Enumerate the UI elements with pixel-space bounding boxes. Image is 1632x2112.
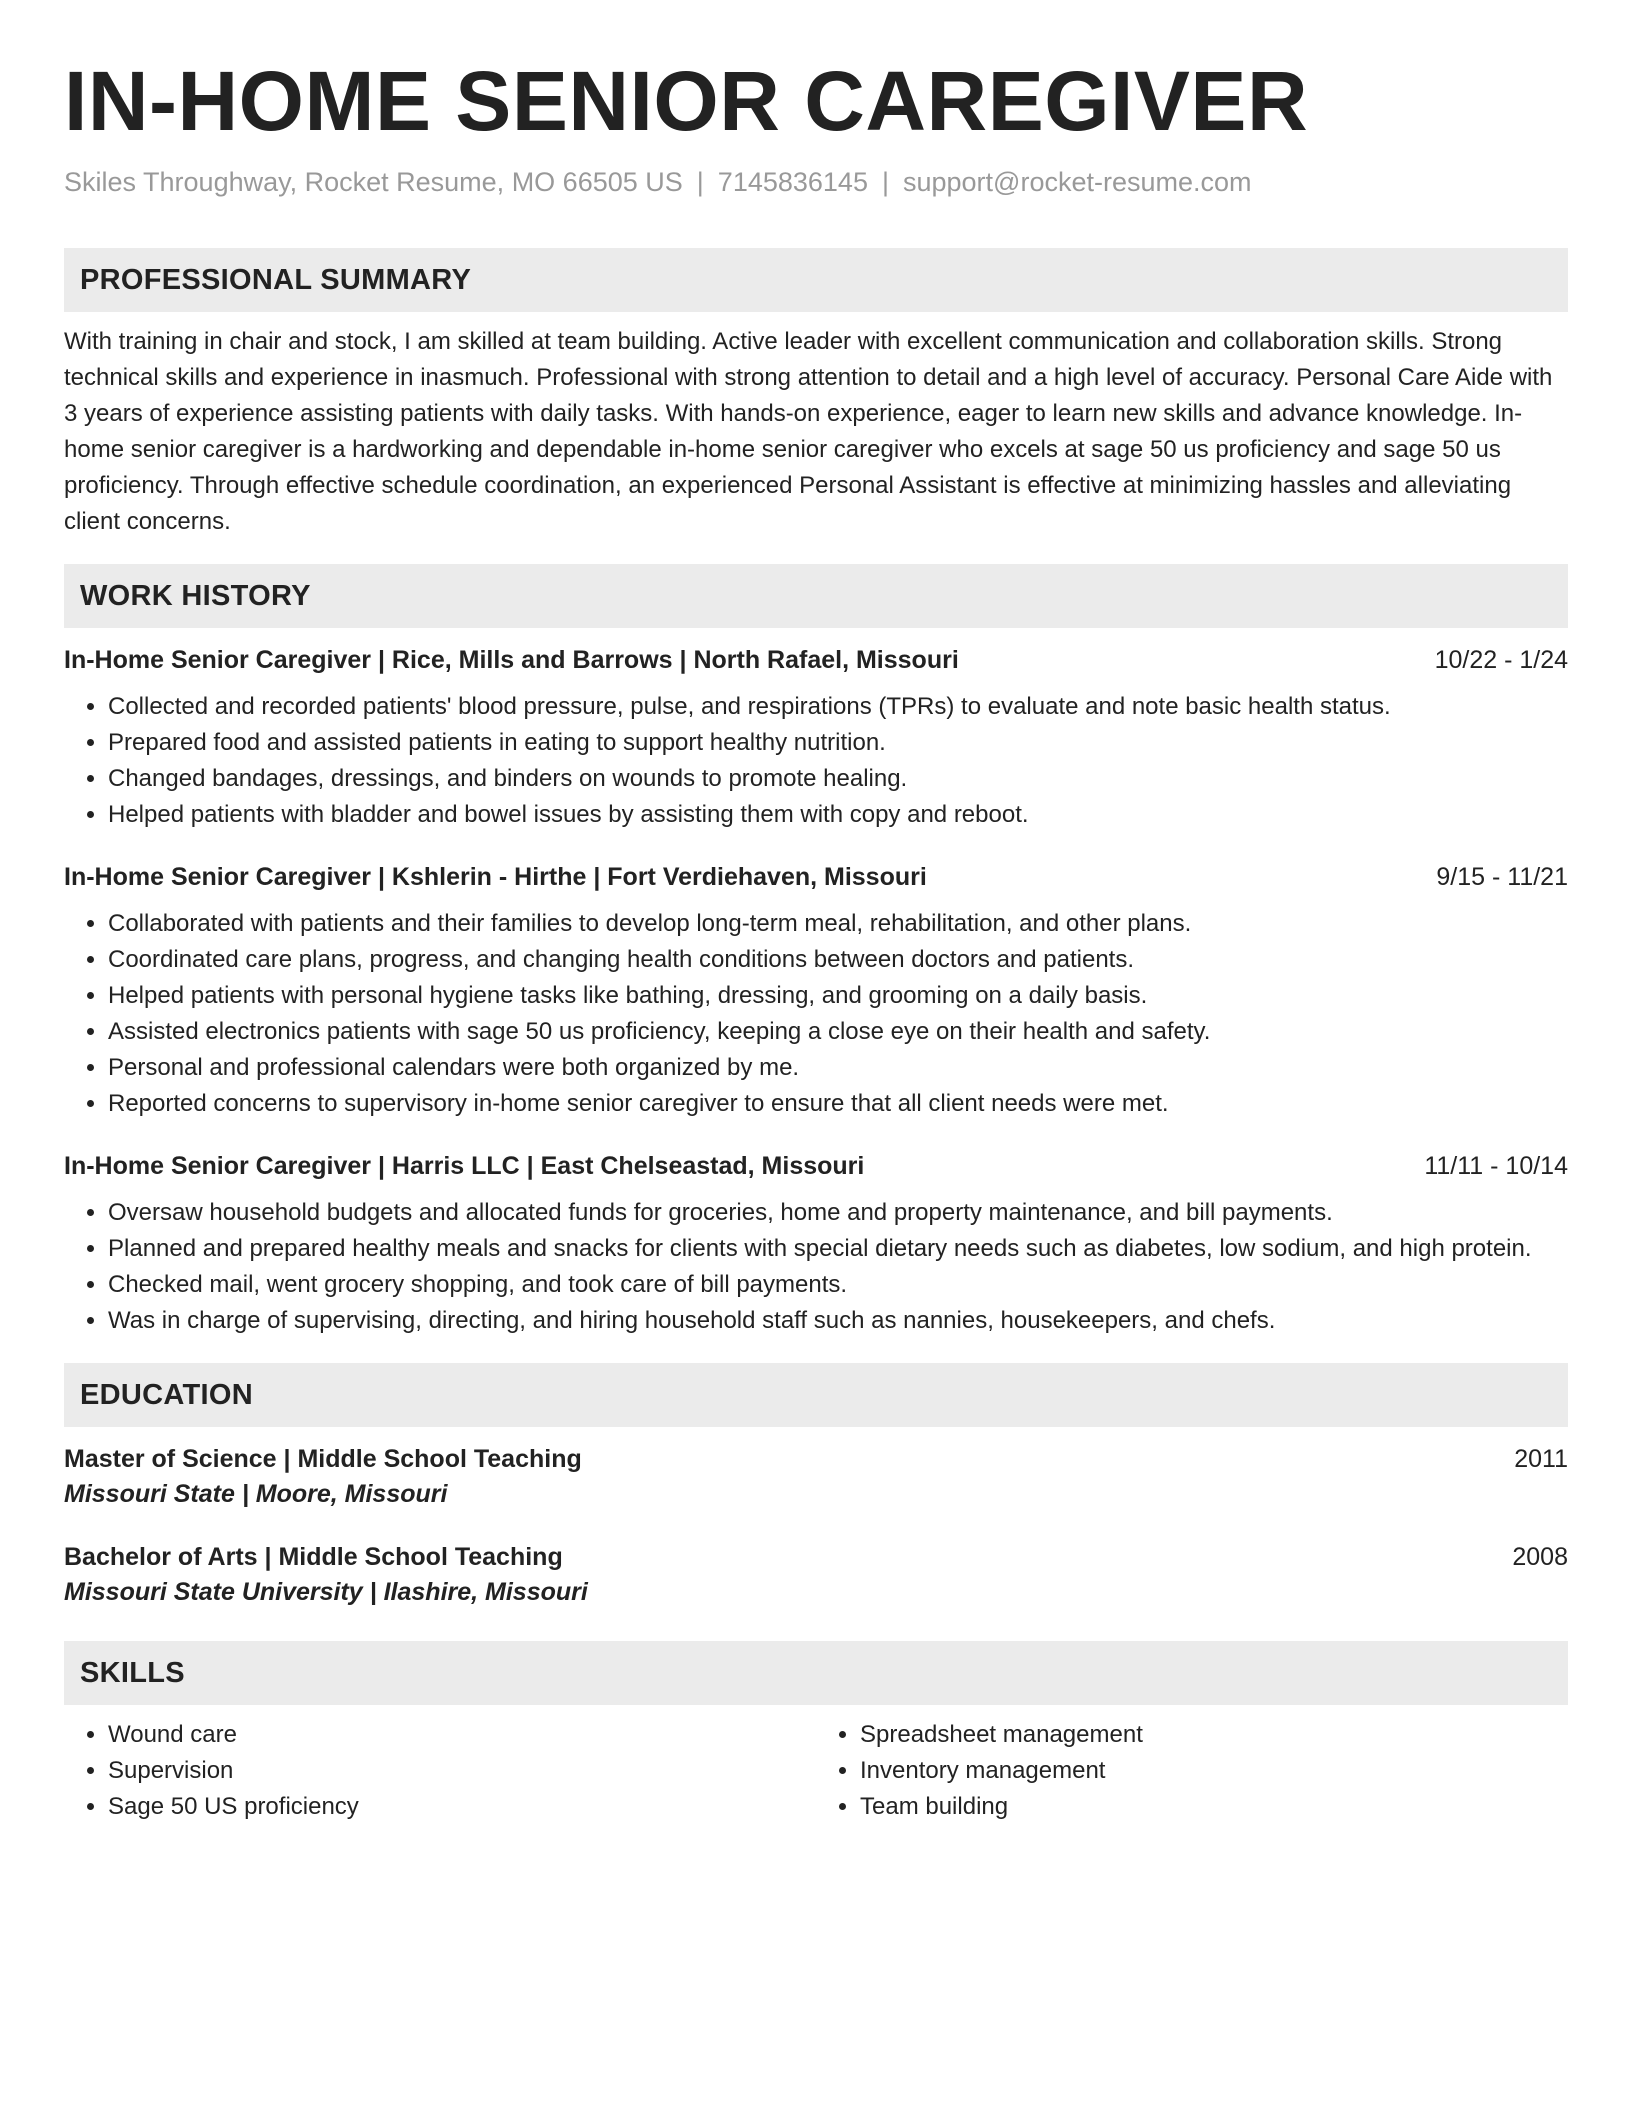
job-dates: 10/22 - 1/24 [1434, 646, 1568, 675]
job-dates: 9/15 - 11/21 [1436, 863, 1568, 892]
summary-text: With training in chair and stock, I am skilled at team building. Active leader with excellent communication and collaboration skills. Strong technical skills and experience in inasmuch. Professional with strong attention to detail and a high level of accuracy. Personal Care Aide with 3 years of experience assisting patients with daily tasks. With hands-on experience, eager to learn new skills and advance knowledge. In-home senior caregiver is a hardworking and dependable in-home senior caregiver who excels at sage 50 us proficiency and sage 50 us proficiency. Through effective schedule coordination, an experienced Personal Assistant is effective at minimizing hassles and alleviating client concerns. [64, 328, 1553, 536]
job-bullet: • Was in charge of supervising, directing, and hiring household staff such as nannies, housekeepers, and chefs. [108, 1303, 1568, 1339]
education-school: Missouri State University | Ilashire, Missouri [64, 1578, 588, 1607]
job-bullet: • Prepared food and assisted patients in eating to support healthy nutrition. [108, 725, 1568, 761]
job-title: In-Home Senior Caregiver | Kshlerin - Hirthe | Fort Verdiehaven, Missouri [64, 863, 927, 892]
job-heading-row [64, 1152, 1568, 1181]
contact-line [64, 165, 1568, 200]
job-bullet: • Collected and recorded patients' blood pressure, pulse, and respirations (TPRs) to evaluate and note basic health status. [108, 689, 1568, 725]
job-title: In-Home Senior Caregiver | Harris LLC | East Chelseastad, Missouri [64, 1152, 865, 1181]
section-header-work-history: WORK HISTORY [64, 564, 1568, 628]
job-heading-row [64, 646, 1568, 675]
education-degree: Master of Science | Middle School Teaching [64, 1445, 582, 1474]
education-degree: Bachelor of Arts | Middle School Teaching [64, 1543, 563, 1572]
contact-separator: | [696, 167, 704, 198]
job-bullet: • Coordinated care plans, progress, and changing health conditions between doctors and patients. [108, 942, 1568, 978]
education-year: 2008 [1512, 1543, 1568, 1572]
job-bullet: • Helped patients with bladder and bowel issues by assisting them with copy and reboot. [108, 797, 1568, 833]
contact-phone: 7145836145 [717, 167, 868, 198]
skill-item: • Wound care [108, 1717, 816, 1753]
education-heading-row [64, 1543, 1568, 1572]
contact-address: Skiles Throughway, Rocket Resume, MO 66505 US [64, 167, 683, 198]
skills-grid [64, 1717, 1568, 1825]
job-entry [64, 1152, 1568, 1339]
education-heading-row [64, 1445, 1568, 1474]
section-header-skills: SKILLS [64, 1641, 1568, 1705]
skill-item: • Sage 50 US proficiency [108, 1789, 816, 1825]
job-bullet: • Personal and professional calendars were both organized by me. [108, 1050, 1568, 1086]
skill-item: • Team building [860, 1789, 1568, 1825]
job-title: In-Home Senior Caregiver | Rice, Mills and Barrows | North Rafael, Missouri [64, 646, 959, 675]
job-bullet: • Checked mail, went grocery shopping, and took care of bill payments. [108, 1267, 1568, 1303]
job-bullet: • Reported concerns to supervisory in-home senior caregiver to ensure that all client needs were met. [108, 1086, 1568, 1122]
job-bullets [64, 1195, 1568, 1339]
skills-column-right [816, 1717, 1568, 1825]
section-header-summary: PROFESSIONAL SUMMARY [64, 248, 1568, 312]
job-bullet: • Changed bandages, dressings, and binders on wounds to promote healing. [108, 761, 1568, 797]
skill-item: • Inventory management [860, 1753, 1568, 1789]
skills-column-left [64, 1717, 816, 1825]
skill-item: • Supervision [108, 1753, 816, 1789]
section-header-education: EDUCATION [64, 1363, 1568, 1427]
contact-email: support@rocket-resume.com [902, 167, 1252, 198]
job-bullets [64, 689, 1568, 833]
education-school: Missouri State | Moore, Missouri [64, 1480, 448, 1509]
job-bullet: • Planned and prepared healthy meals and snacks for clients with special dietary needs such as diabetes, low sodium, and high protein. [108, 1231, 1568, 1267]
job-heading-row [64, 863, 1568, 892]
candidate-name: IN-HOME SENIOR CAREGIVER [64, 54, 1309, 148]
job-bullets [64, 906, 1568, 1122]
education-year: 2011 [1514, 1445, 1568, 1474]
job-entry [64, 863, 1568, 1122]
education-entry [64, 1543, 1568, 1607]
job-dates: 11/11 - 10/14 [1424, 1152, 1568, 1181]
job-bullet: • Oversaw household budgets and allocated funds for groceries, home and property maintenance, and bill payments. [108, 1195, 1568, 1231]
contact-separator: | [881, 167, 889, 198]
job-bullet: • Assisted electronics patients with sage 50 us proficiency, keeping a close eye on their health and safety. [108, 1014, 1568, 1050]
skill-item: • Spreadsheet management [860, 1717, 1568, 1753]
job-bullet: • Helped patients with personal hygiene tasks like bathing, dressing, and grooming on a daily basis. [108, 978, 1568, 1014]
education-entry [64, 1445, 1568, 1509]
job-bullet: • Collaborated with patients and their families to develop long-term meal, rehabilitation, and other plans. [108, 906, 1568, 942]
job-entry [64, 646, 1568, 833]
